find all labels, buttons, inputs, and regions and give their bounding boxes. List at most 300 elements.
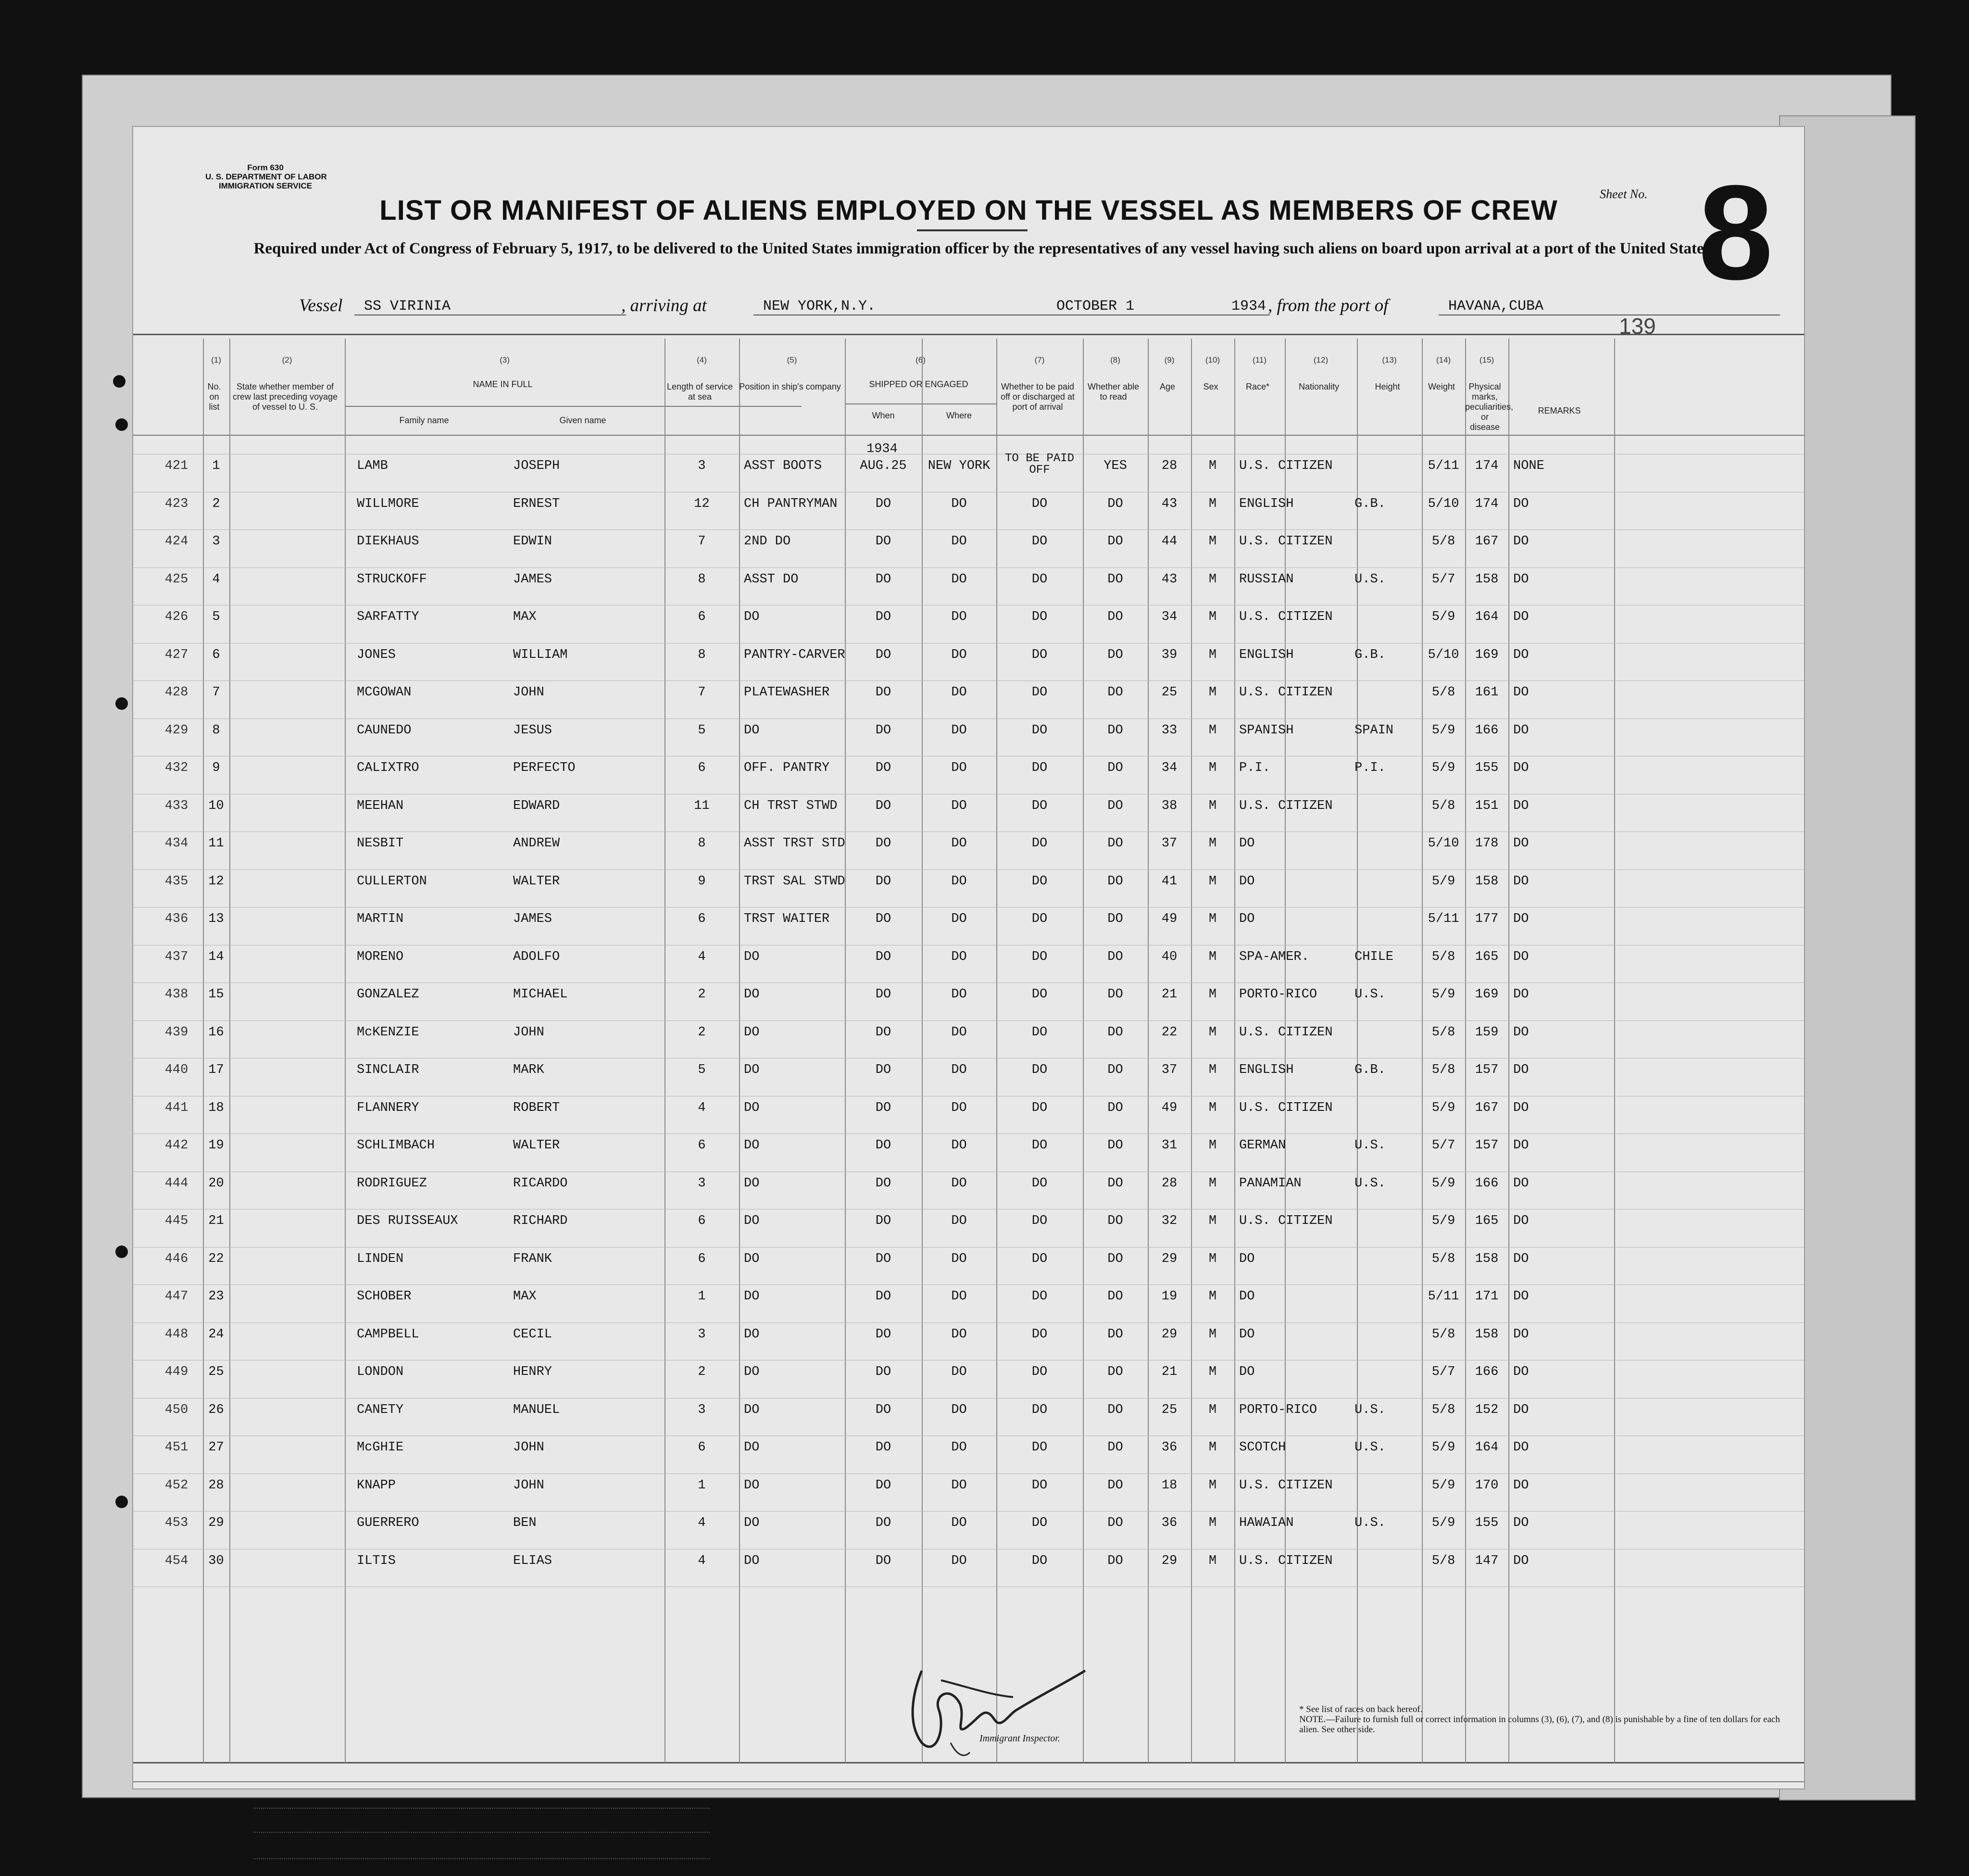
cell-marks: DO [1513, 1138, 1529, 1153]
cell-no: 7 [212, 685, 220, 700]
cell-sex: M [1208, 1063, 1217, 1077]
header-bottom-rule [133, 435, 1804, 436]
cell-nat: SPAIN [1354, 723, 1394, 738]
cell-where: DO [951, 1365, 967, 1379]
ledger-line [133, 1284, 1804, 1285]
cell-read: DO [1107, 1063, 1123, 1077]
ledger-line [133, 1473, 1804, 1474]
cell-stamp: 442 [164, 1138, 188, 1153]
name-subheader-rule [345, 406, 802, 407]
footnote [1299, 1704, 1790, 1735]
cell-when: DO [875, 1553, 891, 1568]
given-name-header: Given name [559, 415, 606, 425]
cell-stamp: 447 [164, 1289, 188, 1304]
cell-marks: DO [1513, 1251, 1529, 1266]
cell-position: DO [744, 1440, 760, 1455]
cell-read: DO [1107, 1289, 1123, 1304]
cell-paid: DO [1031, 1327, 1048, 1342]
cell-race: P.I. [1239, 761, 1270, 775]
cell-given: ELIAS [513, 1553, 552, 1568]
cell-nat: P.I. [1354, 761, 1386, 775]
cell-given: CECIL [513, 1327, 552, 1342]
cell-paid: DO [1031, 1063, 1048, 1077]
cell-height: 5/8 [1431, 1553, 1455, 1568]
cell-stamp: 446 [164, 1251, 188, 1266]
cell-where: DO [951, 1214, 967, 1228]
cell-age: 29 [1161, 1251, 1178, 1266]
cell-marks: DO [1513, 572, 1529, 587]
cell-when: DO [875, 987, 891, 1002]
cell-when: DO [875, 1025, 891, 1040]
cell-marks: DO [1513, 610, 1529, 624]
cell-age: 37 [1161, 1063, 1178, 1077]
cell-read: DO [1107, 1553, 1123, 1568]
cell-when: DO [875, 1138, 891, 1153]
cell-read: DO [1107, 836, 1123, 851]
cell-given: ADOLFO [513, 949, 560, 964]
column-header: Whether able to read [1087, 382, 1140, 402]
cell-where: DO [951, 1176, 967, 1191]
form-identifier [205, 163, 326, 190]
cell-service: 8 [698, 647, 706, 662]
cell-paid: DO [1031, 1289, 1048, 1304]
cell-height: 5/9 [1431, 1176, 1455, 1191]
cell-service: 1 [698, 1478, 706, 1493]
cell-when: DO [875, 874, 891, 889]
cell-sex: M [1208, 1478, 1217, 1493]
cell-marks: DO [1513, 874, 1529, 889]
cell-service: 4 [698, 1516, 706, 1530]
cell-stamp: 454 [164, 1553, 188, 1568]
cell-given: MANUEL [513, 1402, 560, 1417]
cell-sex: M [1208, 1516, 1217, 1530]
vessel-label: Vessel [299, 296, 343, 315]
cell-given: FRANK [513, 1251, 552, 1266]
column-number: (8) [1110, 355, 1120, 365]
cell-when: DO [875, 1365, 891, 1379]
departure-port: HAVANA,CUBA [1439, 298, 1780, 315]
cell-service: 6 [698, 1214, 706, 1228]
cell-sex: M [1208, 1402, 1217, 1417]
cell-when: DO [875, 1251, 891, 1266]
cell-race: ENGLISH [1239, 496, 1294, 511]
cell-family: LINDEN [357, 1251, 404, 1266]
column-header: SHIPPED OR ENGAGED [869, 379, 968, 389]
cell-age: 37 [1161, 836, 1178, 851]
column-rule [1422, 339, 1423, 1763]
cell-stamp: 453 [164, 1516, 188, 1530]
cell-service: 1 [698, 1289, 706, 1304]
cell-paid: DO [1031, 1138, 1048, 1153]
cell-position: DO [744, 610, 760, 624]
cell-age: 28 [1161, 1176, 1178, 1191]
cell-no: 23 [208, 1289, 224, 1304]
ledger-line [133, 1171, 1804, 1172]
cell-read: DO [1107, 1440, 1123, 1455]
cell-family: SINCLAIR [357, 1063, 419, 1077]
cell-sex: M [1208, 1251, 1217, 1266]
cell-height: 5/8 [1431, 685, 1455, 700]
cell-given: JAMES [513, 572, 552, 587]
cell-stamp: 440 [164, 1063, 188, 1077]
department-name: U. S. DEPARTMENT OF LABOR [205, 172, 327, 181]
cell-no: 4 [212, 572, 220, 587]
cell-position: DO [744, 1365, 760, 1379]
cell-when: DO [875, 1176, 891, 1191]
manifest-sheet [132, 126, 1805, 1859]
column-number: (10) [1205, 355, 1220, 365]
cell-family: GONZALEZ [357, 987, 419, 1002]
cell-no: 8 [212, 723, 220, 738]
cell-stamp: 452 [164, 1478, 188, 1493]
cell-paid: DO [1031, 1100, 1048, 1115]
cell-age: 41 [1161, 874, 1178, 889]
column-number: (5) [787, 355, 797, 365]
cell-no: 30 [208, 1553, 224, 1568]
cell-weight: 165 [1475, 949, 1499, 964]
line-field [253, 1808, 710, 1809]
cell-age: 40 [1161, 949, 1178, 964]
column-rule [1191, 339, 1192, 1763]
cell-marks: DO [1513, 761, 1529, 775]
cell-read: DO [1107, 1138, 1123, 1153]
cell-weight: 147 [1475, 1553, 1499, 1568]
cell-position: DO [744, 1478, 760, 1493]
shipped-subheader-rule [845, 403, 996, 404]
cell-position: CH TRST STWD [744, 798, 838, 813]
cell-family: GUERRERO [357, 1516, 419, 1530]
column-header: Physical marks, peculiarities, or disease [1465, 382, 1514, 432]
cell-stamp: 423 [164, 496, 188, 511]
sheet-number: 8 [1698, 158, 1773, 308]
cell-read: YES [1104, 459, 1127, 473]
cell-nat: U.S. [1354, 1516, 1386, 1530]
cell-height: 5/8 [1431, 1251, 1455, 1266]
cell-where: DO [951, 610, 967, 624]
cell-weight: 157 [1475, 1138, 1499, 1153]
cell-weight: 158 [1475, 1327, 1499, 1342]
cell-height: 5/9 [1431, 874, 1455, 889]
cell-sex: M [1208, 496, 1217, 511]
cell-no: 6 [212, 647, 220, 662]
cell-no: 26 [208, 1402, 224, 1417]
cell-race: PORTO-RICO [1239, 987, 1317, 1002]
arrival-year: 1934 [1229, 298, 1270, 315]
cell-sex: M [1208, 723, 1217, 738]
cell-family: CAUNEDO [357, 723, 412, 738]
cell-position: DO [744, 1516, 760, 1530]
cell-race: DO [1239, 1289, 1255, 1304]
cell-where: DO [951, 1402, 967, 1417]
cell-age: 29 [1161, 1553, 1178, 1568]
cell-marks: DO [1513, 1365, 1529, 1379]
cell-family: FLANNERY [357, 1100, 419, 1115]
cell-race: U.S. CITIZEN [1239, 534, 1333, 549]
cell-family: SARFATTY [357, 610, 419, 624]
cell-family: MCGOWAN [357, 685, 412, 700]
cell-when: DO [875, 647, 891, 662]
cell-nat: U.S. [1354, 987, 1386, 1002]
cell-nat: U.S. [1354, 1138, 1386, 1153]
cell-no: 21 [208, 1214, 224, 1228]
cell-no: 28 [208, 1478, 224, 1493]
cell-paid: DO [1031, 987, 1048, 1002]
cell-service: 2 [698, 1365, 706, 1379]
cell-position: DO [744, 1138, 760, 1153]
cell-marks: DO [1513, 949, 1529, 964]
cell-where: DO [951, 1251, 967, 1266]
cell-where: DO [951, 1478, 967, 1493]
cell-age: 19 [1161, 1289, 1178, 1304]
cell-read: DO [1107, 1478, 1123, 1493]
cell-read: DO [1107, 1251, 1123, 1266]
binder-hole [115, 1496, 128, 1508]
cell-service: 4 [698, 1100, 706, 1115]
cell-no: 5 [212, 610, 220, 624]
cell-stamp: 449 [164, 1365, 188, 1379]
column-rule [922, 339, 923, 1763]
cell-position: DO [744, 723, 760, 738]
cell-height: 5/7 [1431, 1365, 1455, 1379]
cell-weight: 166 [1475, 1176, 1499, 1191]
cell-service: 3 [698, 459, 706, 473]
cell-stamp: 435 [164, 874, 188, 889]
cell-paid: DO [1031, 1365, 1048, 1379]
inspector-label: Immigrant Inspector. [979, 1733, 1060, 1744]
cell-sex: M [1208, 1025, 1217, 1040]
cell-service: 11 [694, 798, 710, 813]
cell-marks: DO [1513, 1402, 1529, 1417]
cell-no: 11 [208, 836, 224, 851]
cell-given: MICHAEL [513, 987, 568, 1002]
cell-service: 4 [698, 949, 706, 964]
cell-position: DO [744, 1289, 760, 1304]
cell-where: DO [951, 874, 967, 889]
cell-stamp: 428 [164, 685, 188, 700]
cell-stamp: 429 [164, 723, 188, 738]
binder-hole [115, 697, 128, 710]
cell-sex: M [1208, 1176, 1217, 1191]
binder-hole [115, 418, 128, 431]
cell-weight: 158 [1475, 1251, 1499, 1266]
penalty-note: NOTE.—Failure to furnish full or correct information in columns (3), (6), (7), and (8) is punishable by a fine of ten dollars for each alien. See other side. [1299, 1714, 1780, 1735]
cell-paid: DO [1031, 534, 1048, 549]
column-rule [1508, 339, 1509, 1763]
cell-read: DO [1107, 685, 1123, 700]
column-header: Whether to be paid off or discharged at port of arrival [1001, 382, 1075, 412]
cell-weight: 174 [1475, 459, 1499, 473]
cell-nat: CHILE [1354, 949, 1394, 964]
cell-race: DO [1239, 1251, 1255, 1266]
cell-family: LAMB [357, 459, 388, 473]
cell-height: 5/9 [1431, 1214, 1455, 1228]
cell-read: DO [1107, 798, 1123, 813]
cell-family: MORENO [357, 949, 404, 964]
cell-weight: 155 [1475, 761, 1499, 775]
cell-height: 5/9 [1431, 987, 1455, 1002]
ledger-line [133, 680, 1804, 681]
cell-given: JOHN [513, 1440, 544, 1455]
cell-no: 27 [208, 1440, 224, 1455]
cell-age: 18 [1161, 1478, 1178, 1493]
cell-service: 6 [698, 1440, 706, 1455]
cell-service: 3 [698, 1327, 706, 1342]
line-label: Line [205, 1798, 223, 1809]
cell-family: CALIXTRO [357, 761, 419, 775]
cell-height: 5/9 [1431, 723, 1455, 738]
column-rule [1148, 339, 1149, 1763]
cell-marks: DO [1513, 1063, 1529, 1077]
cell-read: DO [1107, 610, 1123, 624]
cell-race: DO [1239, 1327, 1255, 1342]
cell-service: 5 [698, 1063, 706, 1077]
cell-sex: M [1208, 1289, 1217, 1304]
cell-read: DO [1107, 1327, 1123, 1342]
ledger-line [133, 1586, 1804, 1587]
cell-marks: DO [1513, 647, 1529, 662]
cell-no: 19 [208, 1138, 224, 1153]
ledger-line [133, 982, 1804, 983]
cell-position: DO [744, 1025, 760, 1040]
cell-weight: 174 [1475, 496, 1499, 511]
column-rule [1357, 339, 1358, 1763]
cell-position: DO [744, 1251, 760, 1266]
cell-stamp: 450 [164, 1402, 188, 1417]
cell-when: DO [875, 1063, 891, 1077]
cell-paid: DO [1031, 1440, 1048, 1455]
cell-age: 44 [1161, 534, 1178, 549]
title-underline [917, 229, 1028, 231]
cell-age: 29 [1161, 1327, 1178, 1342]
cell-weight: 178 [1475, 836, 1499, 851]
ledger-line [133, 718, 1804, 719]
cell-read: DO [1107, 534, 1123, 549]
cell-family: SCHOBER [357, 1289, 412, 1304]
column-rule [1083, 339, 1084, 1763]
column-header: NAME IN FULL [473, 379, 533, 389]
cell-marks: DO [1513, 723, 1529, 738]
cell-position: OFF. PANTRY [744, 761, 830, 775]
cell-sex: M [1208, 572, 1217, 587]
cell-no: 24 [208, 1327, 224, 1342]
cell-service: 6 [698, 761, 706, 775]
cell-family: MARTIN [357, 912, 404, 926]
cell-sex: M [1208, 610, 1217, 624]
cell-stamp: 439 [164, 1025, 188, 1040]
cell-paid: DO [1031, 1553, 1048, 1568]
cell-marks: DO [1513, 496, 1529, 511]
ledger-line [133, 1435, 1804, 1436]
cell-paid: DO [1031, 1214, 1048, 1228]
ledger-line [133, 869, 1804, 870]
column-header: Length of service at sea [666, 382, 733, 402]
cell-no: 18 [208, 1100, 224, 1115]
cell-nat: U.S. [1354, 1402, 1386, 1417]
cell-given: BEN [513, 1516, 537, 1530]
ledger-line [133, 567, 1804, 568]
cell-where: DO [951, 1025, 967, 1040]
column-number: (6) [916, 355, 926, 365]
cell-nat: G.B. [1354, 647, 1386, 662]
cell-age: 28 [1161, 459, 1178, 473]
cell-when: DO [875, 534, 891, 549]
form-number: Form 630 [247, 163, 284, 172]
cell-marks: DO [1513, 1025, 1529, 1040]
cell-where: DO [951, 685, 967, 700]
cell-family: McGHIE [357, 1440, 404, 1455]
cell-position: DO [744, 1176, 760, 1191]
cell-height: 5/10 [1428, 836, 1459, 851]
cell-stamp: 437 [164, 949, 188, 964]
cell-paid: DO [1031, 572, 1048, 587]
cell-weight: 167 [1475, 534, 1499, 549]
cell-age: 31 [1161, 1138, 1178, 1153]
cell-race: U.S. CITIZEN [1239, 685, 1333, 700]
cell-sex: M [1208, 761, 1217, 775]
ledger-line [133, 1020, 1804, 1021]
column-rule [203, 339, 204, 1763]
cell-read: DO [1107, 912, 1123, 926]
cell-race: PORTO-RICO [1239, 1402, 1317, 1417]
cell-height: 5/8 [1431, 1025, 1455, 1040]
cell-stamp: 426 [164, 610, 188, 624]
column-rule [1234, 339, 1235, 1763]
cell-family: DIEKHAUS [357, 534, 419, 549]
cell-sex: M [1208, 459, 1217, 473]
cell-family: DES RUISSEAUX [357, 1214, 458, 1228]
cell-paid: DO [1031, 798, 1048, 813]
column-number: (1) [211, 355, 221, 365]
cell-sex: M [1208, 1214, 1217, 1228]
cell-position: DO [744, 987, 760, 1002]
cell-service: 9 [698, 874, 706, 889]
cell-stamp: 441 [164, 1100, 188, 1115]
cell-service: 3 [698, 1402, 706, 1417]
cell-race: RUSSIAN [1239, 572, 1294, 587]
cell-sex: M [1208, 836, 1217, 851]
cell-family: KNAPP [357, 1478, 396, 1493]
cell-given: WILLIAM [513, 647, 568, 662]
cell-marks: DO [1513, 836, 1529, 851]
cell-nat: U.S. [1354, 572, 1386, 587]
cell-given: WALTER [513, 874, 560, 889]
cell-when: DO [875, 1516, 891, 1530]
cell-service: 7 [698, 534, 706, 549]
cell-height: 5/8 [1431, 949, 1455, 964]
table-top-rule [133, 334, 1804, 335]
cell-race: HAWAIAN [1239, 1516, 1294, 1530]
cell-weight: 177 [1475, 912, 1499, 926]
cell-when: DO [875, 1100, 891, 1115]
column-number: (12) [1313, 355, 1329, 365]
cell-service: 2 [698, 987, 706, 1002]
cell-when: DO [875, 1289, 891, 1304]
cell-race: U.S. CITIZEN [1239, 1478, 1333, 1493]
cell-given: HENRY [513, 1365, 552, 1379]
cell-paid: DO [1031, 647, 1048, 662]
cell-sex: M [1208, 987, 1217, 1002]
cell-position: DO [744, 1063, 760, 1077]
local-agents-label: Local Agents [205, 1849, 256, 1859]
cell-read: DO [1107, 874, 1123, 889]
cell-when: DO [875, 798, 891, 813]
cell-sex: M [1208, 1100, 1217, 1115]
column-number: (4) [697, 355, 707, 365]
cell-age: 43 [1161, 572, 1178, 587]
owners-field [253, 1832, 710, 1833]
column-rule [996, 339, 997, 1763]
cell-read: DO [1107, 761, 1123, 775]
